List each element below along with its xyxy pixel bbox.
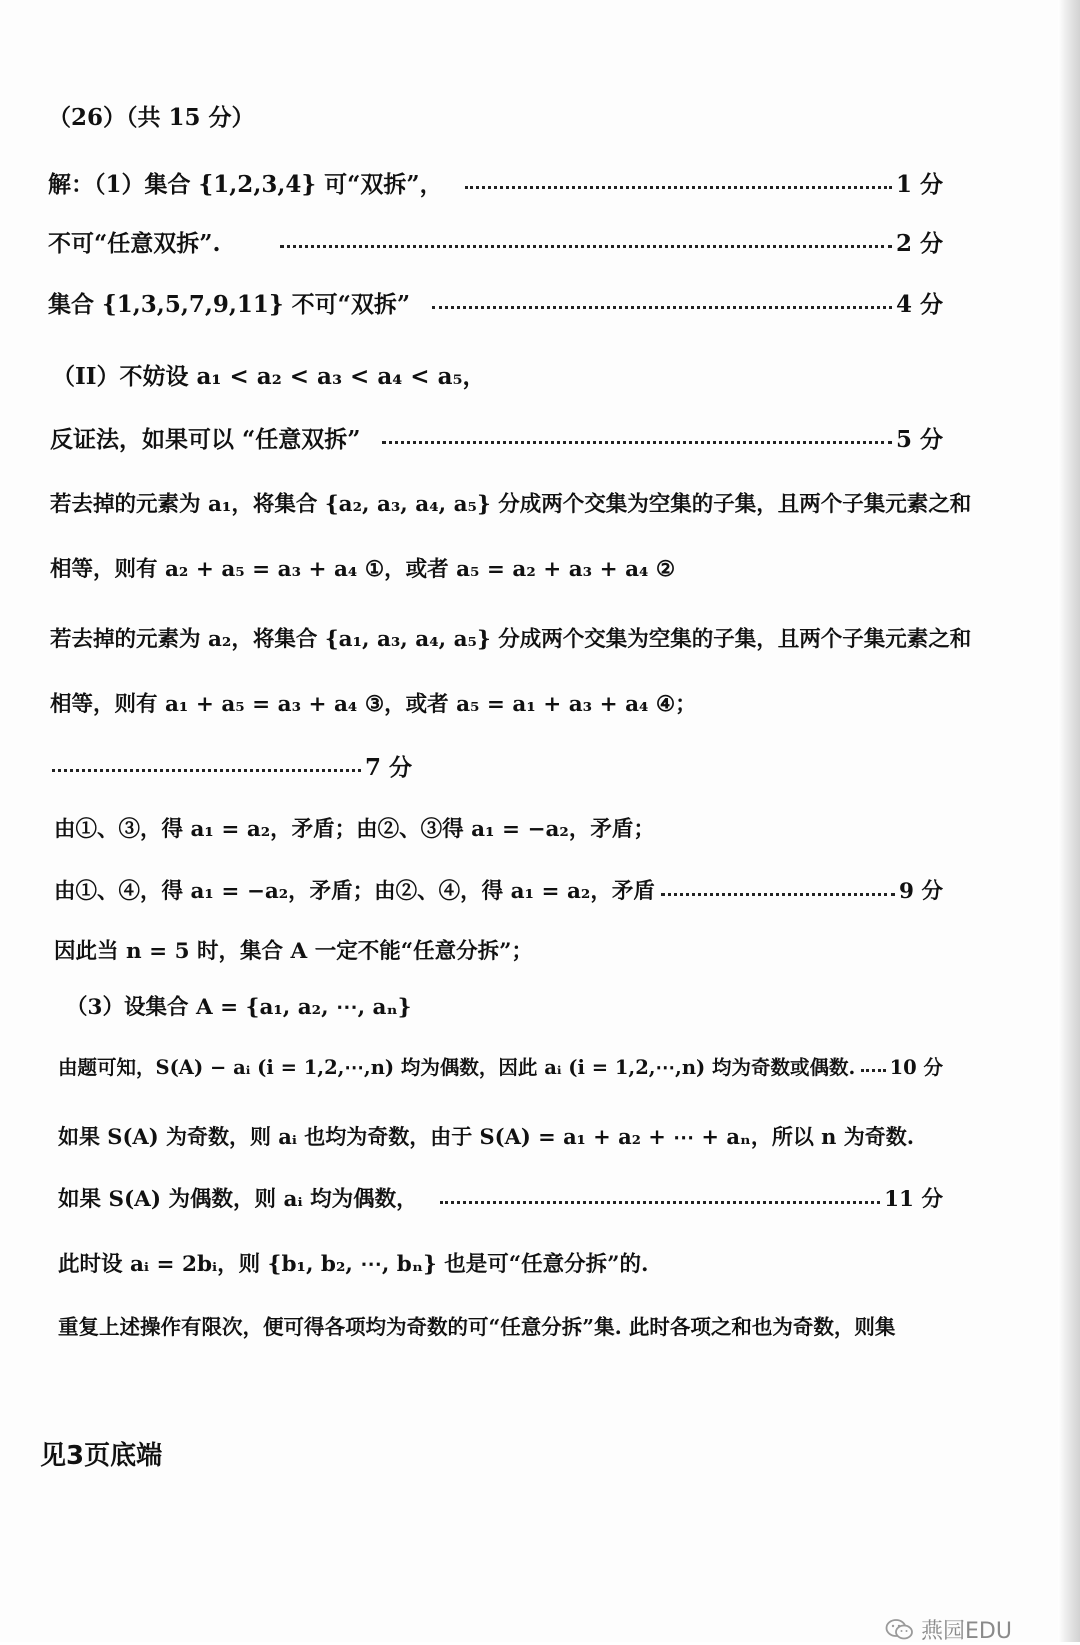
part3-even-line [58,1053,943,1083]
part2-conclusion: 因此当 n = 5 时，集合 A 一定不能“任意分拆”； [54,939,533,964]
part3-even-case-text: 如果 S(A) 为偶数，则 aᵢ 均为偶数， [58,1187,418,1212]
part2-case1-line-b: 相等，则有 a₂ + a₅ = a₃ + a₄ ①，或者 a₅ = a₂ + a₃ + a₄ ② [50,557,676,582]
part2-intro: （II）不妨设 a₁ < a₂ < a₃ < a₄ < a₅， [52,363,486,390]
part3-even-case [58,1185,943,1215]
continued-note: 见3页底端 [40,1441,163,1471]
dotted-leader [661,893,895,896]
part1-line2-text: 不可“任意双拆”. [48,230,221,257]
part2-case2-line-a: 若去掉的元素为 a₂，将集合 {a₁, a₃, a₄, a₅} 分成两个交集为空集的子集，且两个子集元素之和 [50,627,972,652]
watermark [885,1614,1012,1645]
part2-score-7-row [52,753,412,783]
question-26-header: （26）（共 15 分） [48,104,255,131]
score-11: 11 分 [884,1187,943,1212]
part2-deduce-line-1: 由①、③，得 a₁ = a₂，矛盾；由②、③得 a₁ = −a₂，矛盾； [54,817,655,842]
score-9: 9 分 [899,879,943,904]
part2-case2-line-b: 相等，则有 a₁ + a₅ = a₃ + a₄ ③，或者 a₅ = a₁ + a₃ + a₄ ④； [50,692,697,717]
dotted-leader [280,245,892,248]
score-10: 10 分 [889,1056,943,1079]
score-5: 5 分 [895,426,943,453]
part2-deduce-line-2-text: 由①、④，得 a₁ = −a₂，矛盾；由②、④，得 a₁ = a₂，矛盾 [54,879,655,904]
dotted-leader [440,1201,881,1204]
part1-line1 [48,170,943,200]
scan-edge-shadow [1058,0,1080,1642]
part3-substitute: 此时设 aᵢ = 2bᵢ，则 {b₁, b₂, ⋯, bₙ} 也是可“任意分拆”的. [58,1252,649,1277]
dotted-leader [382,441,892,444]
part3-repeat: 重复上述操作有限次，便可得各项均为奇数的可“任意分拆”集. 此时各项之和也为奇数，则集 [58,1315,896,1339]
dotted-leader [52,769,361,772]
dotted-leader [861,1069,885,1072]
part1-line2 [48,229,943,259]
part2-contradiction-text: 反证法，如果可以 “任意双拆” [50,426,361,453]
part1-line3 [48,290,943,320]
watermark-text: 燕园EDU [921,1619,1012,1644]
dotted-leader [465,186,892,189]
part3-odd-case: 如果 S(A) 为奇数，则 aᵢ 也均为奇数，由于 S(A) = a₁ + a₂ + ⋯ + aₙ，所以 n 为奇数. [58,1124,915,1149]
score-7: 7 分 [364,754,412,781]
part2-contradiction [50,425,943,455]
score-2: 2 分 [895,230,943,257]
part3-even-text: 由题可知，S(A) − aᵢ (i = 1,2,⋯,n) 均为偶数，因此 aᵢ (i = 1,2,⋯,n) 均为奇数或偶数. [58,1056,856,1079]
score-1: 1 分 [895,171,943,198]
part1-line1-text: 解：（1）集合 {1,2,3,4} 可“双拆”， [48,171,443,198]
part1-line3-text: 集合 {1,3,5,7,9,11} 不可“双拆” [48,291,411,318]
part3-intro: （3）设集合 A = {a₁, a₂, ⋯, aₙ} [66,995,412,1020]
part2-case1-line-a: 若去掉的元素为 a₁，将集合 {a₂, a₃, a₄, a₅} 分成两个交集为空集的子集，且两个子集元素之和 [50,492,972,517]
score-4: 4 分 [895,291,943,318]
wechat-icon [885,1618,915,1642]
part2-deduce-line-2 [54,877,943,907]
dotted-leader [432,306,892,309]
